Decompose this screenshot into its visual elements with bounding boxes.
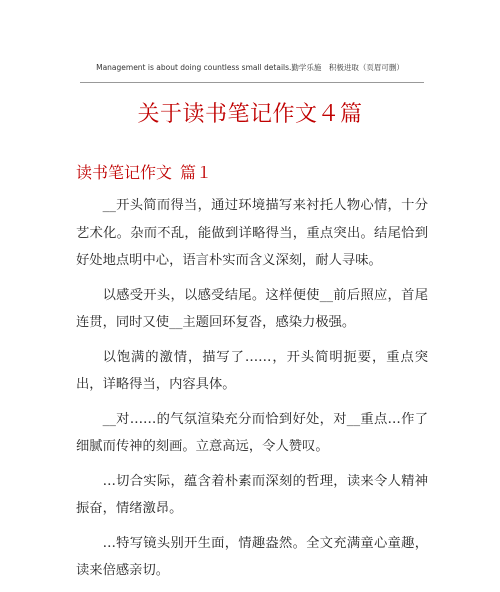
document-title: 关于读书笔记作文４篇 — [137, 102, 363, 127]
paragraph: 以感受开头，以感受结尾。这样便使__前后照应，首尾连贯，同时又使__主题回环复沓，感染力极强。 — [76, 287, 428, 330]
header-divider — [80, 82, 424, 83]
section-heading — [76, 160, 212, 183]
paragraph: __开头简而得当，通过环境描写来衬托人物心情，十分艺术化。杂而不乱，能做到详略得当，重点突出。结尾恰到好处地点明中心，语言朴实而含义深刻，耐人寻味。 — [76, 198, 428, 268]
paragraph: __对……的气氛渲染充分而恰到好处，对__重点…作了细腻而传神的刻画。立意高远，令人赞叹。 — [76, 411, 428, 454]
page-header: Management is about doing countless small details.勤学乐施 积极进取（页眉可删） — [96, 63, 404, 72]
section-heading-number: 篇１ — [180, 163, 213, 182]
section-heading-title: 读书笔记作文 — [76, 163, 173, 182]
paragraph: …特写镜头别开生面，情趣盎然。全文充满童心童趣，读来倍感亲切。 — [76, 535, 428, 578]
document-body — [76, 192, 428, 592]
paragraph: 以饱满的激情，描写了……，开头简明扼要，重点突出，详略得当，内容具体。 — [76, 349, 428, 392]
paragraph: …切合实际，蕴含着朴素而深刻的哲理，读来令人精神振奋，情绪激昂。 — [76, 473, 428, 516]
